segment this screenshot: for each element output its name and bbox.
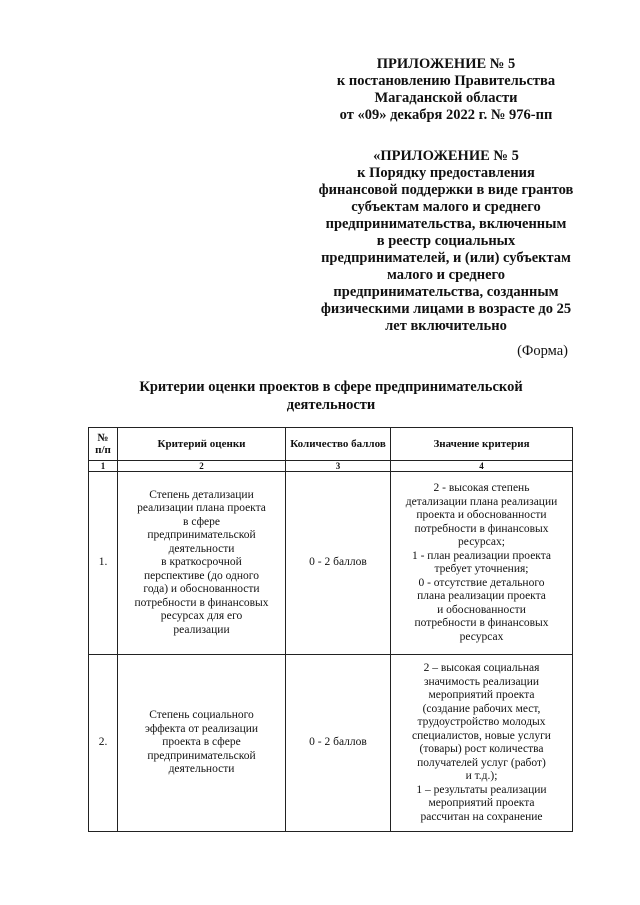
header-value: Значение критерия <box>391 428 573 461</box>
criterion-line: в сфере <box>183 515 220 528</box>
criterion-line: деятельности <box>168 763 235 776</box>
value-line: и обоснованности <box>437 603 526 616</box>
points-cell: 0 - 2 баллов <box>286 472 391 655</box>
value-line: 1 – результаты реализации <box>416 783 547 796</box>
value-line: детализации плана реализации <box>405 495 558 508</box>
value-line: ресурсах; <box>458 536 505 548</box>
form-note: (Форма) <box>517 343 568 359</box>
criterion-line: предпринимательской <box>147 529 256 542</box>
order-appendix-line: лет включительно <box>385 318 507 334</box>
header-points: Количество баллов <box>286 428 391 461</box>
criterion-line: в краткосрочной <box>161 556 242 569</box>
value-line: плана реализации проекта <box>417 590 546 602</box>
value-line: потребности в финансовых <box>414 522 549 535</box>
value-line: 2 - высокая степень <box>433 482 530 494</box>
value-cell <box>391 655 573 832</box>
value-line: 0 - отсутствие детального <box>418 576 545 589</box>
order-appendix-line: малого и среднего <box>387 267 505 283</box>
row-number: 2. <box>89 655 118 832</box>
value-line: мероприятий проекта <box>428 689 535 701</box>
criterion-cell <box>118 655 286 832</box>
document-title <box>96 378 566 414</box>
column-number-row <box>89 461 573 472</box>
value-line: потребности в финансовых <box>414 617 549 629</box>
document-title-line: деятельности <box>286 397 376 413</box>
order-appendix-line: физическими лицами в возрасте до 25 <box>320 301 572 317</box>
criterion-line: перспективе (до одного <box>144 569 259 582</box>
column-number: 3 <box>286 461 391 472</box>
value-line: проекта и обоснованности <box>416 509 547 521</box>
criterion-line: ресурсах для его <box>160 610 243 623</box>
appendix-title: ПРИЛОЖЕНИЕ № 5 <box>376 56 516 72</box>
value-line: и т.д.); <box>465 770 498 782</box>
value-line: рассчитан на сохранение <box>420 810 543 823</box>
order-appendix-line: финансовой поддержки в виде грантов <box>318 182 574 198</box>
order-appendix-line: предпринимателей, и (или) субъектам <box>321 250 571 266</box>
value-line: трудоустройство молодых <box>417 716 546 728</box>
value-line: получателей услуг (работ) <box>417 756 546 769</box>
table-row <box>89 655 573 832</box>
criterion-line: предпринимательской <box>147 749 256 762</box>
criterion-line: реализации <box>173 623 230 636</box>
value-line: требует уточнения; <box>434 563 529 575</box>
value-line: ресурсах <box>459 630 504 643</box>
header-criterion: Критерий оценки <box>118 428 286 461</box>
criterion-line: Степень социального <box>149 709 254 722</box>
criterion-line: эффекта от реализации <box>144 722 259 735</box>
row-number: 1. <box>89 472 118 655</box>
order-appendix-line: в реестр социальных <box>376 233 516 249</box>
criterion-line: деятельности <box>168 542 235 555</box>
criterion-line: потребности в финансовых <box>134 596 269 609</box>
resolution-header <box>300 56 592 124</box>
criterion-line: года) и обоснованности <box>143 583 260 596</box>
value-cell <box>391 472 573 655</box>
table-row <box>89 472 573 655</box>
value-line: мероприятий проекта <box>428 797 535 809</box>
criterion-line: реализации плана проекта <box>137 502 266 515</box>
resolution-line: к постановлению Правительства <box>336 73 556 89</box>
value-line: специалистов, новые услуги <box>412 729 551 742</box>
column-number: 1 <box>89 461 118 472</box>
table-header-row <box>89 428 573 461</box>
value-line: значимость реализации <box>423 675 540 688</box>
document-title-line: Критерии оценки проектов в сфере предпринимательской <box>139 379 523 395</box>
points-cell: 0 - 2 баллов <box>286 655 391 832</box>
value-line: (создание рабочих мест, <box>422 702 541 715</box>
value-line: 2 – высокая социальная <box>423 662 540 674</box>
criterion-line: проекта в сфере <box>162 736 241 749</box>
criteria-table <box>88 427 573 832</box>
date-number-line: от «09» декабря 2022 г. № 976-пп <box>339 107 553 123</box>
value-line: 1 - план реализации проекта <box>411 549 552 562</box>
value-line: (товары) рост количества <box>419 743 544 755</box>
order-appendix-title: «ПРИЛОЖЕНИЕ № 5 <box>373 148 519 164</box>
header-num: № п/п <box>89 428 118 461</box>
region-line: Магаданской области <box>374 90 518 106</box>
column-number: 2 <box>118 461 286 472</box>
criterion-line: Степень детализации <box>149 488 254 501</box>
criterion-cell <box>118 472 286 655</box>
order-appendix-line: субъектам малого и среднего <box>351 199 541 215</box>
order-appendix-line: к Порядку предоставления <box>357 165 535 181</box>
column-number: 4 <box>391 461 573 472</box>
order-appendix-header <box>300 148 592 335</box>
order-appendix-line: предпринимательства, созданным <box>333 284 559 300</box>
order-appendix-line: предпринимательства, включенным <box>325 216 567 232</box>
